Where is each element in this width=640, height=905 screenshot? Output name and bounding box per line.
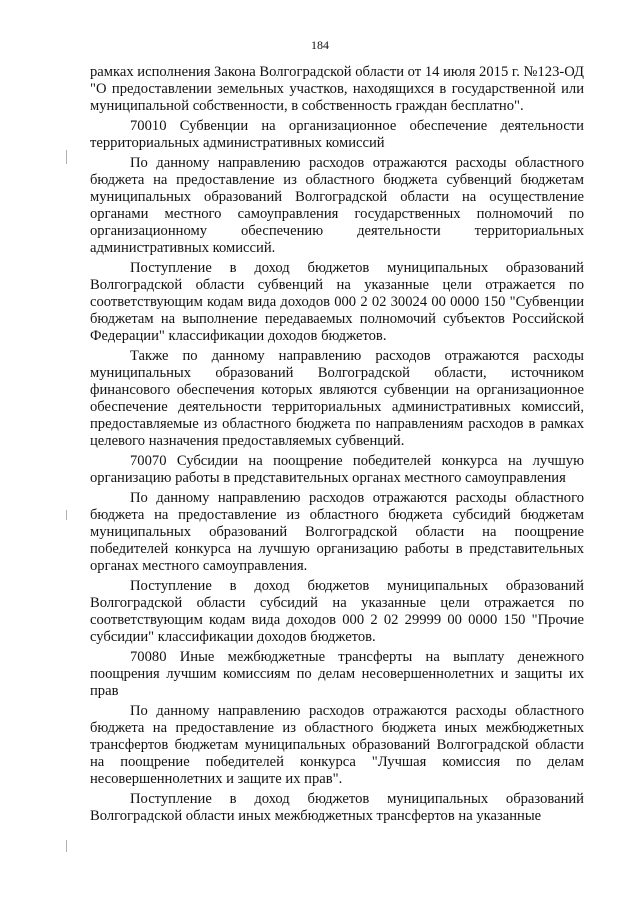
scan-margin-mark: [66, 840, 67, 852]
paragraph: Также по данному направлению расходов отражаются расходы муниципальных образований Волгоградской области, источником финансового обеспечения которых являются субвенции на организационное обеспечение деятельности территориальных административных комиссий, предоставляемые из областного бюджета по направлениям расходов в рамках целевого назначения предоставляемых субвенций.: [90, 348, 584, 449]
scan-margin-mark: [66, 150, 67, 164]
document-body: [90, 64, 584, 825]
page-number: 184: [311, 38, 329, 52]
paragraph: Поступление в доход бюджетов муниципальных образований Волгоградской области иных межбюджетных трансфертов на указанные: [90, 791, 584, 824]
paragraph: Поступление в доход бюджетов муниципальных образований Волгоградской области субвенций на указанные цели отражается по соответствующим кодам вида доходов 000 2 02 30024 00 0000 150 "Субвенции бюджетам на выполнение передаваемых полномочий субъектов Российской Федерации" классификации доходов бюджетов.: [90, 260, 584, 344]
section-heading-70080: 70080 Иные межбюджетные трансферты на выплату денежного поощрения лучшим комиссиям по делам несовершеннолетних и защиты их прав: [90, 649, 584, 699]
paragraph: По данному направлению расходов отражаются расходы областного бюджета на предоставление из областного бюджета субсидий бюджетам муниципальных образований Волгоградской области на поощрение победителей конкурса на лучшую организацию работы в представительных органах местного самоуправления.: [90, 490, 584, 574]
section-heading-70010: 70010 Субвенции на организационное обеспечение деятельности территориальных административных комиссий: [90, 118, 584, 151]
paragraph: По данному направлению расходов отражаются расходы областного бюджета на предоставление из областного бюджета субвенций бюджетам муниципальных образований Волгоградской области на осуществление органами местного самоуправления государственных полномочий по организационному обеспечению деятельности территориальных административных комиссий.: [90, 155, 584, 256]
section-heading-70070: 70070 Субсидии на поощрение победителей конкурса на лучшую организацию работы в представительных органах местного самоуправления: [90, 453, 584, 486]
paragraph: По данному направлению расходов отражаются расходы областного бюджета на предоставление из областного бюджета иных межбюджетных трансфертов бюджетам муниципальных образований Волгоградской области на поощрение победителей конкурса "Лучшая комиссия по делам несовершеннолетних и защите их прав".: [90, 703, 584, 787]
scan-margin-mark: [66, 510, 67, 520]
paragraph-continuation: рамках исполнения Закона Волгоградской области от 14 июля 2015 г. №123-ОД "О предоставлении земельных участков, находящихся в государственной или муниципальной собственности, в собственность граждан бесплатно".: [90, 64, 584, 114]
paragraph: Поступление в доход бюджетов муниципальных образований Волгоградской области субсидий на указанные цели отражается по соответствующим кодам вида доходов 000 2 02 29999 00 0000 150 "Прочие субсидии" классификации доходов бюджетов.: [90, 578, 584, 645]
